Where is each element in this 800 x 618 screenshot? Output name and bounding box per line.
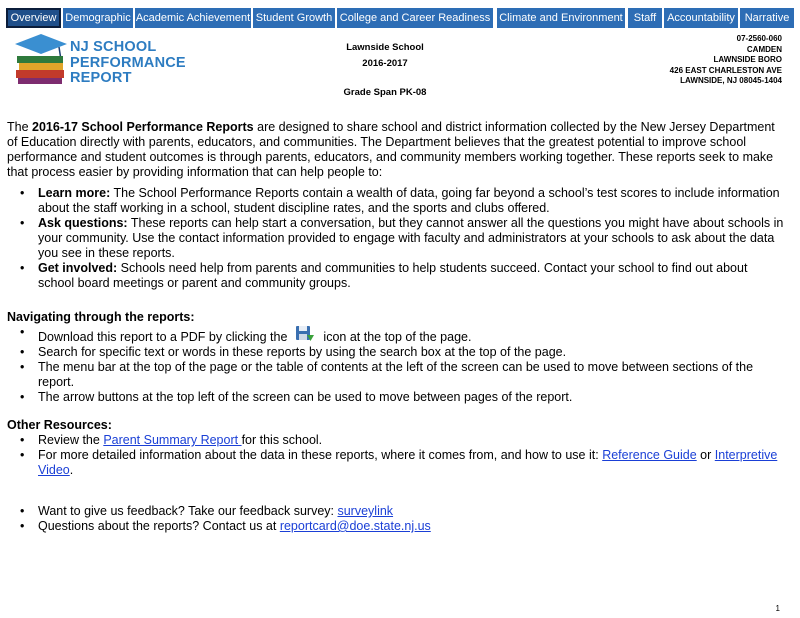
list-item (7, 433, 787, 448)
tab-academic-achievement[interactable]: Academic Achievement (135, 8, 251, 28)
list-item (7, 448, 787, 478)
list-item (7, 504, 787, 519)
list-item (7, 519, 787, 534)
bullet-heading: Get involved: (38, 261, 118, 275)
city: LAWNSIDE, NJ 08045-1404 (680, 76, 782, 85)
logo-line3: REPORT (70, 70, 132, 86)
overview-content (7, 120, 787, 534)
tab-accountability[interactable]: Accountability (664, 8, 738, 28)
intro-paragraph (7, 120, 787, 180)
resources-list (7, 433, 787, 478)
intro-pre: The (7, 120, 33, 134)
r1-post: for this school. (241, 433, 323, 447)
bullet-text: Schools need help from parents and communities to help students succeed. Contact your school to find out about school board meetings or parent and community groups. (38, 261, 748, 290)
street: 426 EAST CHARLESTON AVE (669, 65, 782, 75)
reference-guide-link[interactable]: Reference Guide (602, 448, 697, 462)
school-info (330, 40, 440, 101)
interpretive-video-link[interactable]: Interpretive Video (38, 448, 778, 477)
school-address (670, 34, 782, 87)
benefits-list (7, 186, 787, 291)
survey-link[interactable]: surveylink (337, 504, 394, 518)
school-name: Lawnside School (346, 42, 424, 53)
navigating-title: Navigating through the reports: (7, 310, 195, 324)
tab-staff[interactable]: Staff (628, 8, 662, 28)
intro-post: are designed to share school and district information collected by the New Jersey Department of Education directly with parents, educators, and communities. The Department believes that the greatest potential to improve school performance and student outcomes is through parents, educators, and community members working together. These reports seek to make that process easier by providing information that can help people to: (7, 120, 775, 179)
r2-mid: or (696, 448, 715, 462)
list-item (7, 186, 787, 216)
logo-line1: NJ SCHOOL (70, 39, 157, 55)
school-year: 2016-2017 (362, 58, 408, 69)
r1-pre: Review the (38, 433, 104, 447)
tab-college-career-readiness[interactable]: College and Career Readiness (337, 8, 493, 28)
list-item: • Search for specific text or words in these reports by using the search box at the top of the page. (7, 345, 787, 360)
nav-item1-post: icon at the top of the page. (323, 330, 472, 344)
feedback-list (7, 504, 787, 534)
school-code: 07-2560-060 (736, 34, 782, 43)
bullet-text: These reports can help start a conversation, but they cannot answer all the questions you might have about schools in your community. Use the contact information provided to engage with faculty and administrators at your schools to ask about the data you see in these reports. (38, 216, 784, 260)
logo-text (70, 40, 186, 87)
list-item (7, 216, 787, 261)
parent-summary-link[interactable]: Parent Summary Report (103, 433, 242, 447)
grade-span: Grade Span PK-08 (343, 87, 427, 98)
logo-line2: PERFORMANCE (70, 54, 186, 71)
f2-pre: Questions about the reports? Contact us at (38, 519, 280, 533)
list-item (7, 325, 787, 345)
nav-item1-pre: Download this report to a PDF by clicking the (38, 330, 288, 344)
tab-climate-environment[interactable]: Climate and Environment (497, 8, 625, 28)
tab-demographic[interactable]: Demographic (63, 8, 133, 28)
tab-student-growth[interactable]: Student Growth (253, 8, 335, 28)
r2-pre: For more detailed information about the data in these reports, where it comes from, and how to use it: (38, 448, 603, 462)
district: LAWNSIDE BORO (713, 55, 782, 64)
navigating-list (7, 325, 787, 405)
intro-bold: 2016-17 School Performance Reports (32, 120, 254, 134)
nav-tab-bar (6, 8, 794, 28)
r2-post: . (69, 463, 74, 477)
bullet-text: The School Performance Reports contain a wealth of data, going far beyond a school’s test scores to include information about the staff working in a school, student discipline rates, and the sports and clubs offered. (38, 186, 780, 215)
list-item: • The arrow buttons at the top left of the screen can be used to move between pages of the report. (7, 390, 787, 405)
f1-pre: Want to give us feedback? Take our feedback survey: (38, 504, 338, 518)
bullet-heading: Learn more: (38, 186, 111, 200)
tab-narrative[interactable]: Narrative (740, 8, 794, 28)
list-item: • The menu bar at the top of the page or the table of contents at the left of the screen can be used to move between sections of the report. (7, 360, 787, 390)
resources-title: Other Resources: (7, 418, 112, 432)
county: CAMDEN (746, 44, 782, 54)
spacer (7, 478, 787, 504)
page-number: 1 (775, 604, 780, 613)
tab-overview[interactable]: Overview (6, 8, 61, 28)
save-pdf-icon[interactable] (295, 325, 315, 343)
bullet-heading: Ask questions: (38, 216, 128, 230)
list-item (7, 261, 787, 291)
email-link[interactable]: reportcard@doe.state.nj.us (279, 519, 431, 533)
